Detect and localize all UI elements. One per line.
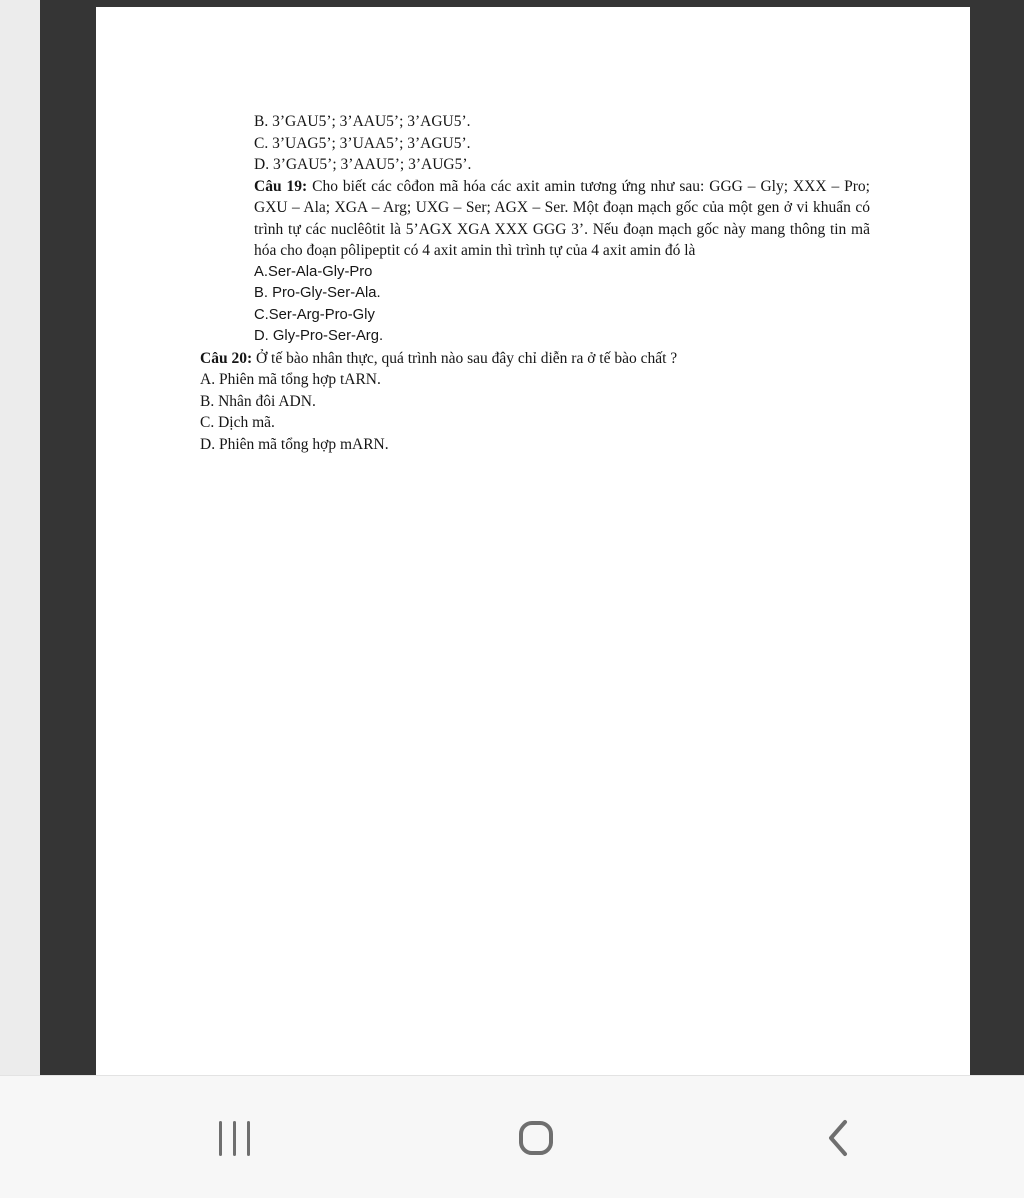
- answer-option-c: C. Dịch mã.: [200, 414, 275, 431]
- answer-option-c: C.Ser-Arg-Pro-Gly: [254, 306, 375, 323]
- answer-option: B. 3’GAU5’; 3’AAU5’; 3’AGU5’.: [254, 113, 471, 130]
- recent-apps-icon-bar: [233, 1121, 236, 1156]
- question-20: [200, 348, 870, 370]
- answer-option-d: D. Phiên mã tổng hợp mARN.: [200, 435, 389, 453]
- recent-apps-button[interactable]: [202, 1114, 266, 1162]
- answer-option-d: D. Gly-Pro-Ser-Arg.: [254, 328, 384, 344]
- home-button[interactable]: [504, 1114, 568, 1162]
- system-navigation-bar: [0, 1075, 1024, 1198]
- answer-option: D. 3’GAU5’; 3’AAU5’; 3’AUG5’.: [254, 156, 472, 173]
- question-label: Câu 19:: [254, 177, 308, 195]
- back-button[interactable]: [806, 1114, 870, 1162]
- answer-option-a: A.Ser-Ala-Gly-Pro: [254, 263, 373, 280]
- answer-option-a: A. Phiên mã tổng hợp tARN.: [200, 371, 381, 388]
- question-text: Cho biết các côđon mã hóa các axit amin tương ứng như sau: GGG – Gly; XXX – Pro; GXU – Ala; XGA – Arg; UXG – Ser; AGX – Ser. Một đoạn mạch gốc của một gen ở vi khuẩn có trình tự các nuclêôtit là 5’AGX XGA XXX GGG 3’. Nếu đoạn mạch gốc này mang thông tin mã hóa cho đoạn pôlipeptit có 4 axit amin thì trình tự của 4 axit amin đó là: [254, 177, 870, 259]
- home-icon: [519, 1121, 553, 1155]
- question-label: Câu 20:: [200, 349, 253, 367]
- answer-option-b: B. Pro-Gly-Ser-Ala.: [254, 285, 381, 301]
- recent-apps-icon-bar: [219, 1121, 222, 1156]
- document-page[interactable]: [96, 7, 970, 1075]
- answer-option: C. 3’UAG5’; 3’UAA5’; 3’AGU5’.: [254, 134, 471, 152]
- back-icon: [824, 1118, 852, 1158]
- question-text: Ở tế bào nhân thực, quá trình nào sau đây chỉ diễn ra ở tế bào chất ?: [252, 349, 678, 367]
- recent-apps-icon-bar: [247, 1121, 250, 1156]
- question-19: [200, 176, 870, 262]
- document-text: [200, 111, 870, 455]
- recent-apps-icon: [219, 1120, 250, 1156]
- answer-option-b: B. Nhân đôi ADN.: [200, 392, 316, 410]
